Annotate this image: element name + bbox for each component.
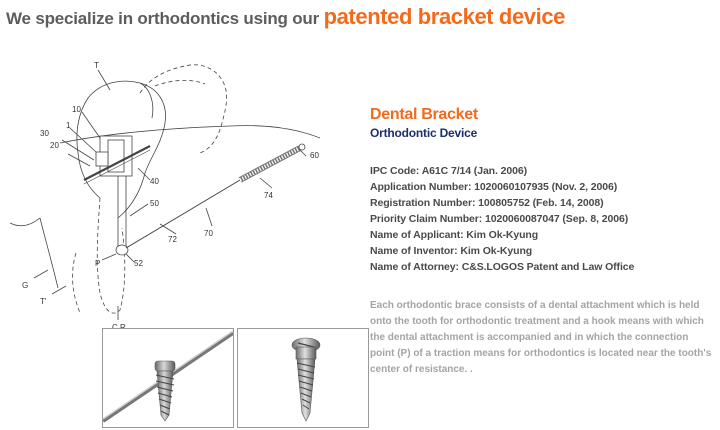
label-T-prime: T' xyxy=(40,297,47,306)
label-72: 72 xyxy=(168,235,177,244)
patent-drawing xyxy=(0,48,340,338)
fact-applicant: Name of Applicant: Kim Ok-Kyung xyxy=(370,229,539,241)
label-20: 20 xyxy=(50,141,59,150)
fact-priority-claim-number: Priority Claim Number: 1020060087047 (Sep. 8, 2006) xyxy=(370,213,629,225)
label-P: P xyxy=(95,259,101,268)
patent-info xyxy=(370,106,715,378)
label-40: 40 xyxy=(150,177,159,186)
info-title: Dental Bracket xyxy=(370,106,478,123)
fact-inventor: Name of Inventor: Kim Ok-Kyung xyxy=(370,245,533,257)
patent-facts xyxy=(370,163,715,275)
screw-photo xyxy=(237,328,369,428)
fact-registration-number: Registration Number: 100805752 (Feb. 14, 2008) xyxy=(370,197,604,209)
label-G: G xyxy=(22,281,29,290)
label-50: 50 xyxy=(150,199,159,208)
label-1: 1 xyxy=(66,121,71,130)
spring xyxy=(240,144,305,180)
label-T: T xyxy=(94,61,99,70)
label-30: 30 xyxy=(40,129,49,138)
label-74: 74 xyxy=(264,191,273,200)
fact-ipc-code: IPC Code: A61C 7/14 (Jan. 2006) xyxy=(370,165,527,177)
hook-end xyxy=(116,245,128,255)
fact-attorney: Name of Attorney: C&S.LOGOS Patent and Law Office xyxy=(370,261,635,273)
device-description: Each orthodontic brace consists of a dental attachment which is held onto the tooth for orthodontic treatment and a hook means with which the dental attachment is accompanied and in which the connection point (P) of a traction means for orthodontics is located near the tooth's center of resistance. . xyxy=(370,300,712,375)
headline xyxy=(6,4,565,30)
screw-with-wire-photo xyxy=(102,328,234,428)
label-60: 60 xyxy=(310,151,319,160)
headline-highlight: patented bracket device xyxy=(323,4,566,29)
hook-arm xyxy=(118,176,126,246)
info-subtitle: Orthodontic Device xyxy=(370,126,478,140)
label-52: 52 xyxy=(134,259,143,268)
gum-line xyxy=(60,126,320,143)
traction-wire xyxy=(126,180,240,248)
headline-prefix: We specialize in orthodontics using our xyxy=(6,9,324,28)
label-10: 10 xyxy=(72,105,81,114)
label-70: 70 xyxy=(204,229,213,238)
fact-application-number: Application Number: 1020060107935 (Nov. 2, 2006) xyxy=(370,181,618,193)
